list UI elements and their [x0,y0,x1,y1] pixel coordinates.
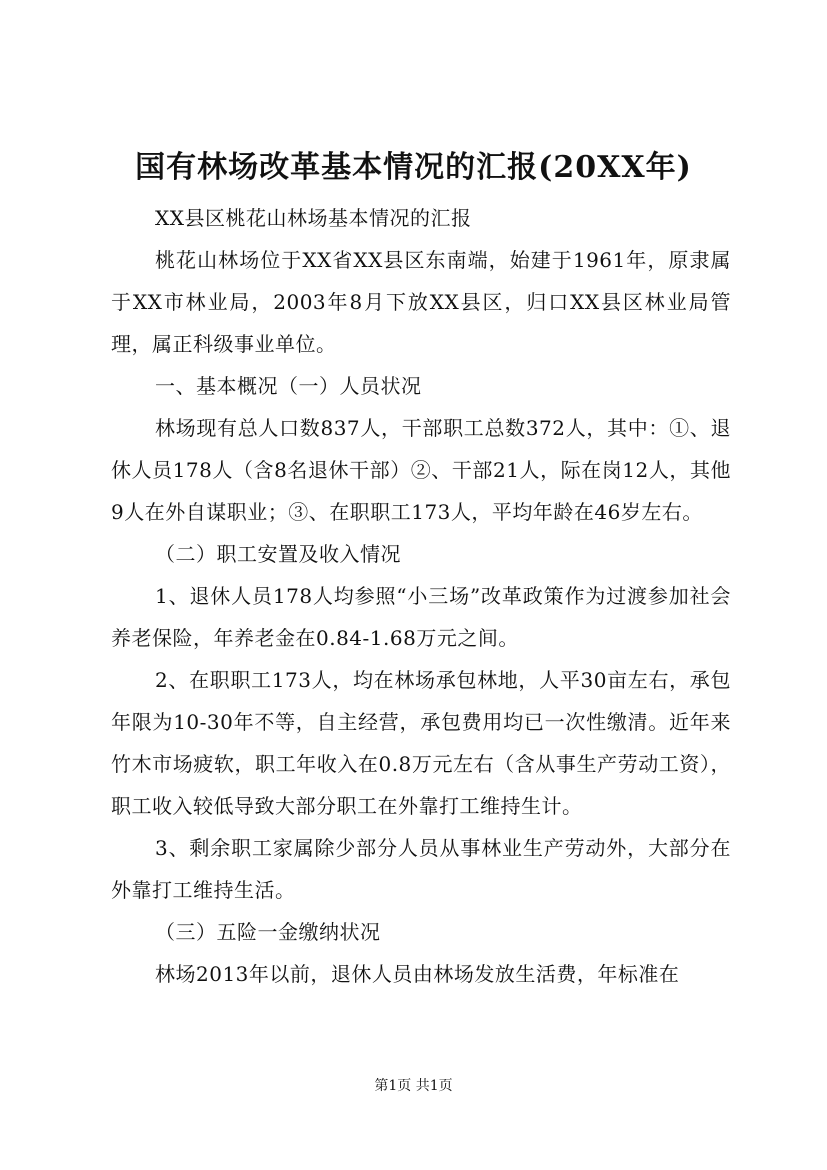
family-members-paragraph: 3、剩余职工家属除少部分人员从事林业生产劳动外，大部分在外靠打工维持生活。 [111,836,731,902]
section-heading-placement-income: （二）职工安置及收入情况 [155,542,401,566]
document-body [111,197,731,995]
document-title: 国有林场改革基本情况的汇报(20XX年) [135,150,692,185]
subtitle-paragraph: XX县区桃花山林场基本情况的汇报 [155,206,472,230]
active-staff-paragraph: 2、在职职工173人，均在林场承包林地，人平30亩左右，承包年限为10-30年不等，自主经营，承包费用均已一次性缴清。近年来竹木市场疲软，职工年收入在0.8万元左右（含从事生产劳动工资），职工收入较低导致大部分职工在外靠打工维持生计。 [111,668,731,818]
personnel-paragraph: 林场现有总人口数837人，干部职工总数372人，其中：①、退休人员178人（含8名退休干部）②、干部21人，际在岗12人，其他9人在外自谋职业；③、在职职工173人，平均年龄在46岁左右。 [111,416,731,524]
intro-paragraph: 桃花山林场位于XX省XX县区东南端，始建于1961年，原隶属于XX市林业局，2003年8月下放XX县区，归口XX县区林业局管理，属正科级事业单位。 [111,248,731,356]
section-heading-basic-overview: 一、基本概况（一）人员状况 [155,374,422,398]
page-footer: 第1页 共1页 [374,1078,453,1094]
section-heading-insurance: （三）五险一金缴纳状况 [155,920,381,944]
insurance-paragraph: 林场2013年以前，退休人员由林场发放生活费，年标准在 [155,962,680,986]
retiree-paragraph: 1、退休人员178人均参照“小三场”改革政策作为过渡参加社会养老保险，年养老金在0.84-1.68万元之间。 [111,584,731,650]
